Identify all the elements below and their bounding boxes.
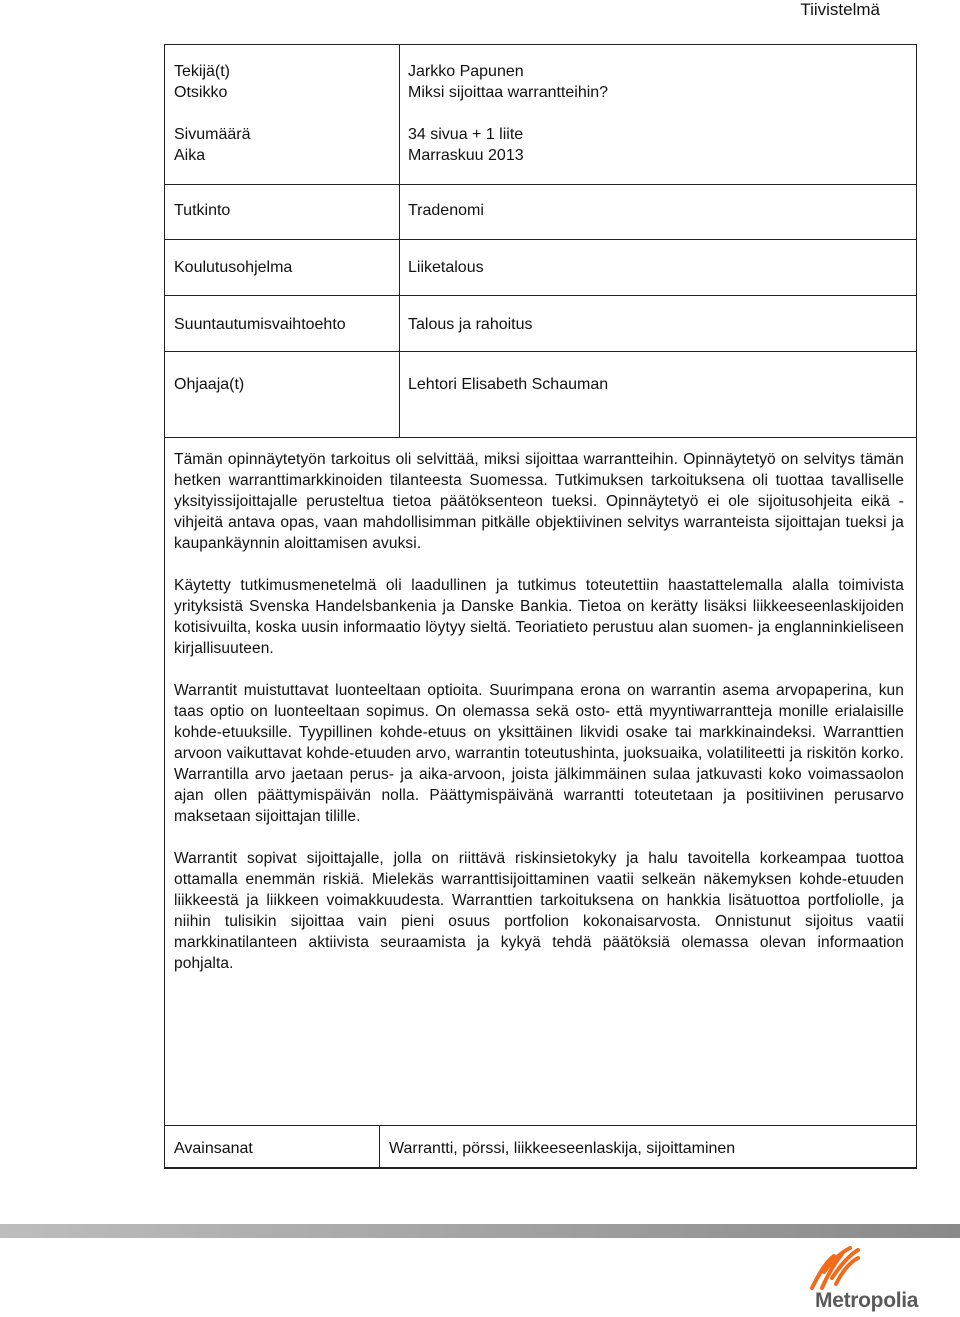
footer-band [0,1224,960,1238]
metropolia-logo-text: Metropolia [815,1289,919,1312]
keywords-row [164,1125,917,1169]
programme-value: Liiketalous [408,259,484,276]
pages-label: Sivumäärä [174,126,251,143]
keywords-label: Avainsanat [174,1140,253,1157]
info-row-programme [165,238,916,296]
title-label: Otsikko [174,84,228,101]
document-type-title: Tiivistelmä [800,0,880,19]
title-value: Miksi sijoittaa warrantteihin? [408,84,609,101]
abstract-text [174,449,904,995]
column-divider [399,238,400,295]
keywords-value: Warrantti, pörssi, liikkeeseenlaskija, sijoittaminen [389,1140,736,1157]
degree-value: Tradenomi [408,202,484,219]
programme-label: Koulutusohjelma [174,259,293,276]
info-row-supervisor [165,350,916,438]
degree-label: Tutkinto [174,202,231,219]
abstract-paragraph: Warrantit sopivat sijoittajalle, jolla on riittävä riskinsietokyky ja halu tavoitella korkeampaa tuottoa ottamalla enemmän riskiä. Mielekäs warranttisijoittaminen vaatii selkeän näkemyksen kohde-etuuden liikkeestä ja liikkeen voimakkuudesta. Warranttien tarkoituksena on hankkia lisätuottoa portfoliolle, ja niihin tulisikin sijoittaa vain pieni osuus portfolion kokonaisarvosta. Onnistunut sijoitus vaatii markkinatilanteen aktiivista seuraamista ja kykyä tehdä päätöksiä olemassa olevan informaation pohjalta. [174,850,904,972]
column-divider [399,350,400,437]
abstract-paragraph: Käytetty tutkimusmenetelmä oli laadullinen ja tutkimus toteutettiin haastattelemalla alalla toimivista yrityksistä Svenska Handelsbankenia ja Danske Bankia. Tietoa on kerätty lisäksi liikkeeseenlaskijoiden kotisivuilta, koska uusin informaatio löytyy sieltä. Teoriatieto perustuu alan suomen- ja englanninkieliseen kirjallisuuteen. [174,577,904,657]
column-divider [379,1126,380,1168]
specialisation-label: Suuntautumisvaihtoehto [174,316,346,333]
specialisation-value: Talous ja rahoitus [408,316,533,333]
column-divider [399,183,400,239]
pages-value: 34 sivua + 1 liite [408,126,524,143]
time-value: Marraskuu 2013 [408,147,524,164]
column-divider [399,294,400,351]
abstract-paragraph: Tämän opinnäytetyön tarkoitus oli selvittää, miksi sijoittaa warrantteihin. Opinnäytetyö on selvitys tämän hetken warranttimarkkinoiden tilanteesta Suomessa. Tutkimuksen tarkoituksena oli tuottaa tavalliselle yksityissijoittajalle perusteltua tietoa päätöksenteon tueksi. Opinnäytetyö ei ole sijoitusohjeita eikä -vihjeitä antava opas, vaan mahdollisimman pitkälle objektiivinen selvitys warranteista sijoittajan tueksi ja kaupankäynnin aloittamisen avuksi. [174,451,904,552]
abstract-paragraph: Warrantit muistuttavat luonteeltaan optioita. Suurimpana erona on warrantin asema arvopaperina, kun taas optio on luonteeltaan sopimus. On olemassa sekä osto- että myyntiwarrantteja monille erialaisille kohde-etuuksille. Tyypillinen kohde-etuus on yksittäinen likvidi osake tai markkinaindeksi. Warranttien arvoon vaikuttavat kohde-etuuden arvo, warrantin toteutushinta, juoksuaika, volatiliteetti ja riskitön korko. Warrantilla arvo jaetaan perus- ja aika-arvoon, joista jälkimmäinen sulaa jatkuvasti koko voimassaolon ajan ollen päättymispäivän nolla. Päättymispäivänä warrantti toteutetaan ja positiivinen perusarvo maksetaan sijoittajan tilille. [174,682,904,825]
info-row-specialisation [165,294,916,352]
time-label: Aika [174,147,206,164]
info-row-degree [165,183,916,240]
summary-table [164,44,917,1168]
column-divider [399,45,400,184]
supervisor-value: Lehtori Elisabeth Schauman [408,376,609,393]
author-label: Tekijä(t) [174,63,231,80]
info-row-author-title [165,45,916,185]
supervisor-label: Ohjaaja(t) [174,376,245,393]
author-value: Jarkko Papunen [408,63,524,80]
